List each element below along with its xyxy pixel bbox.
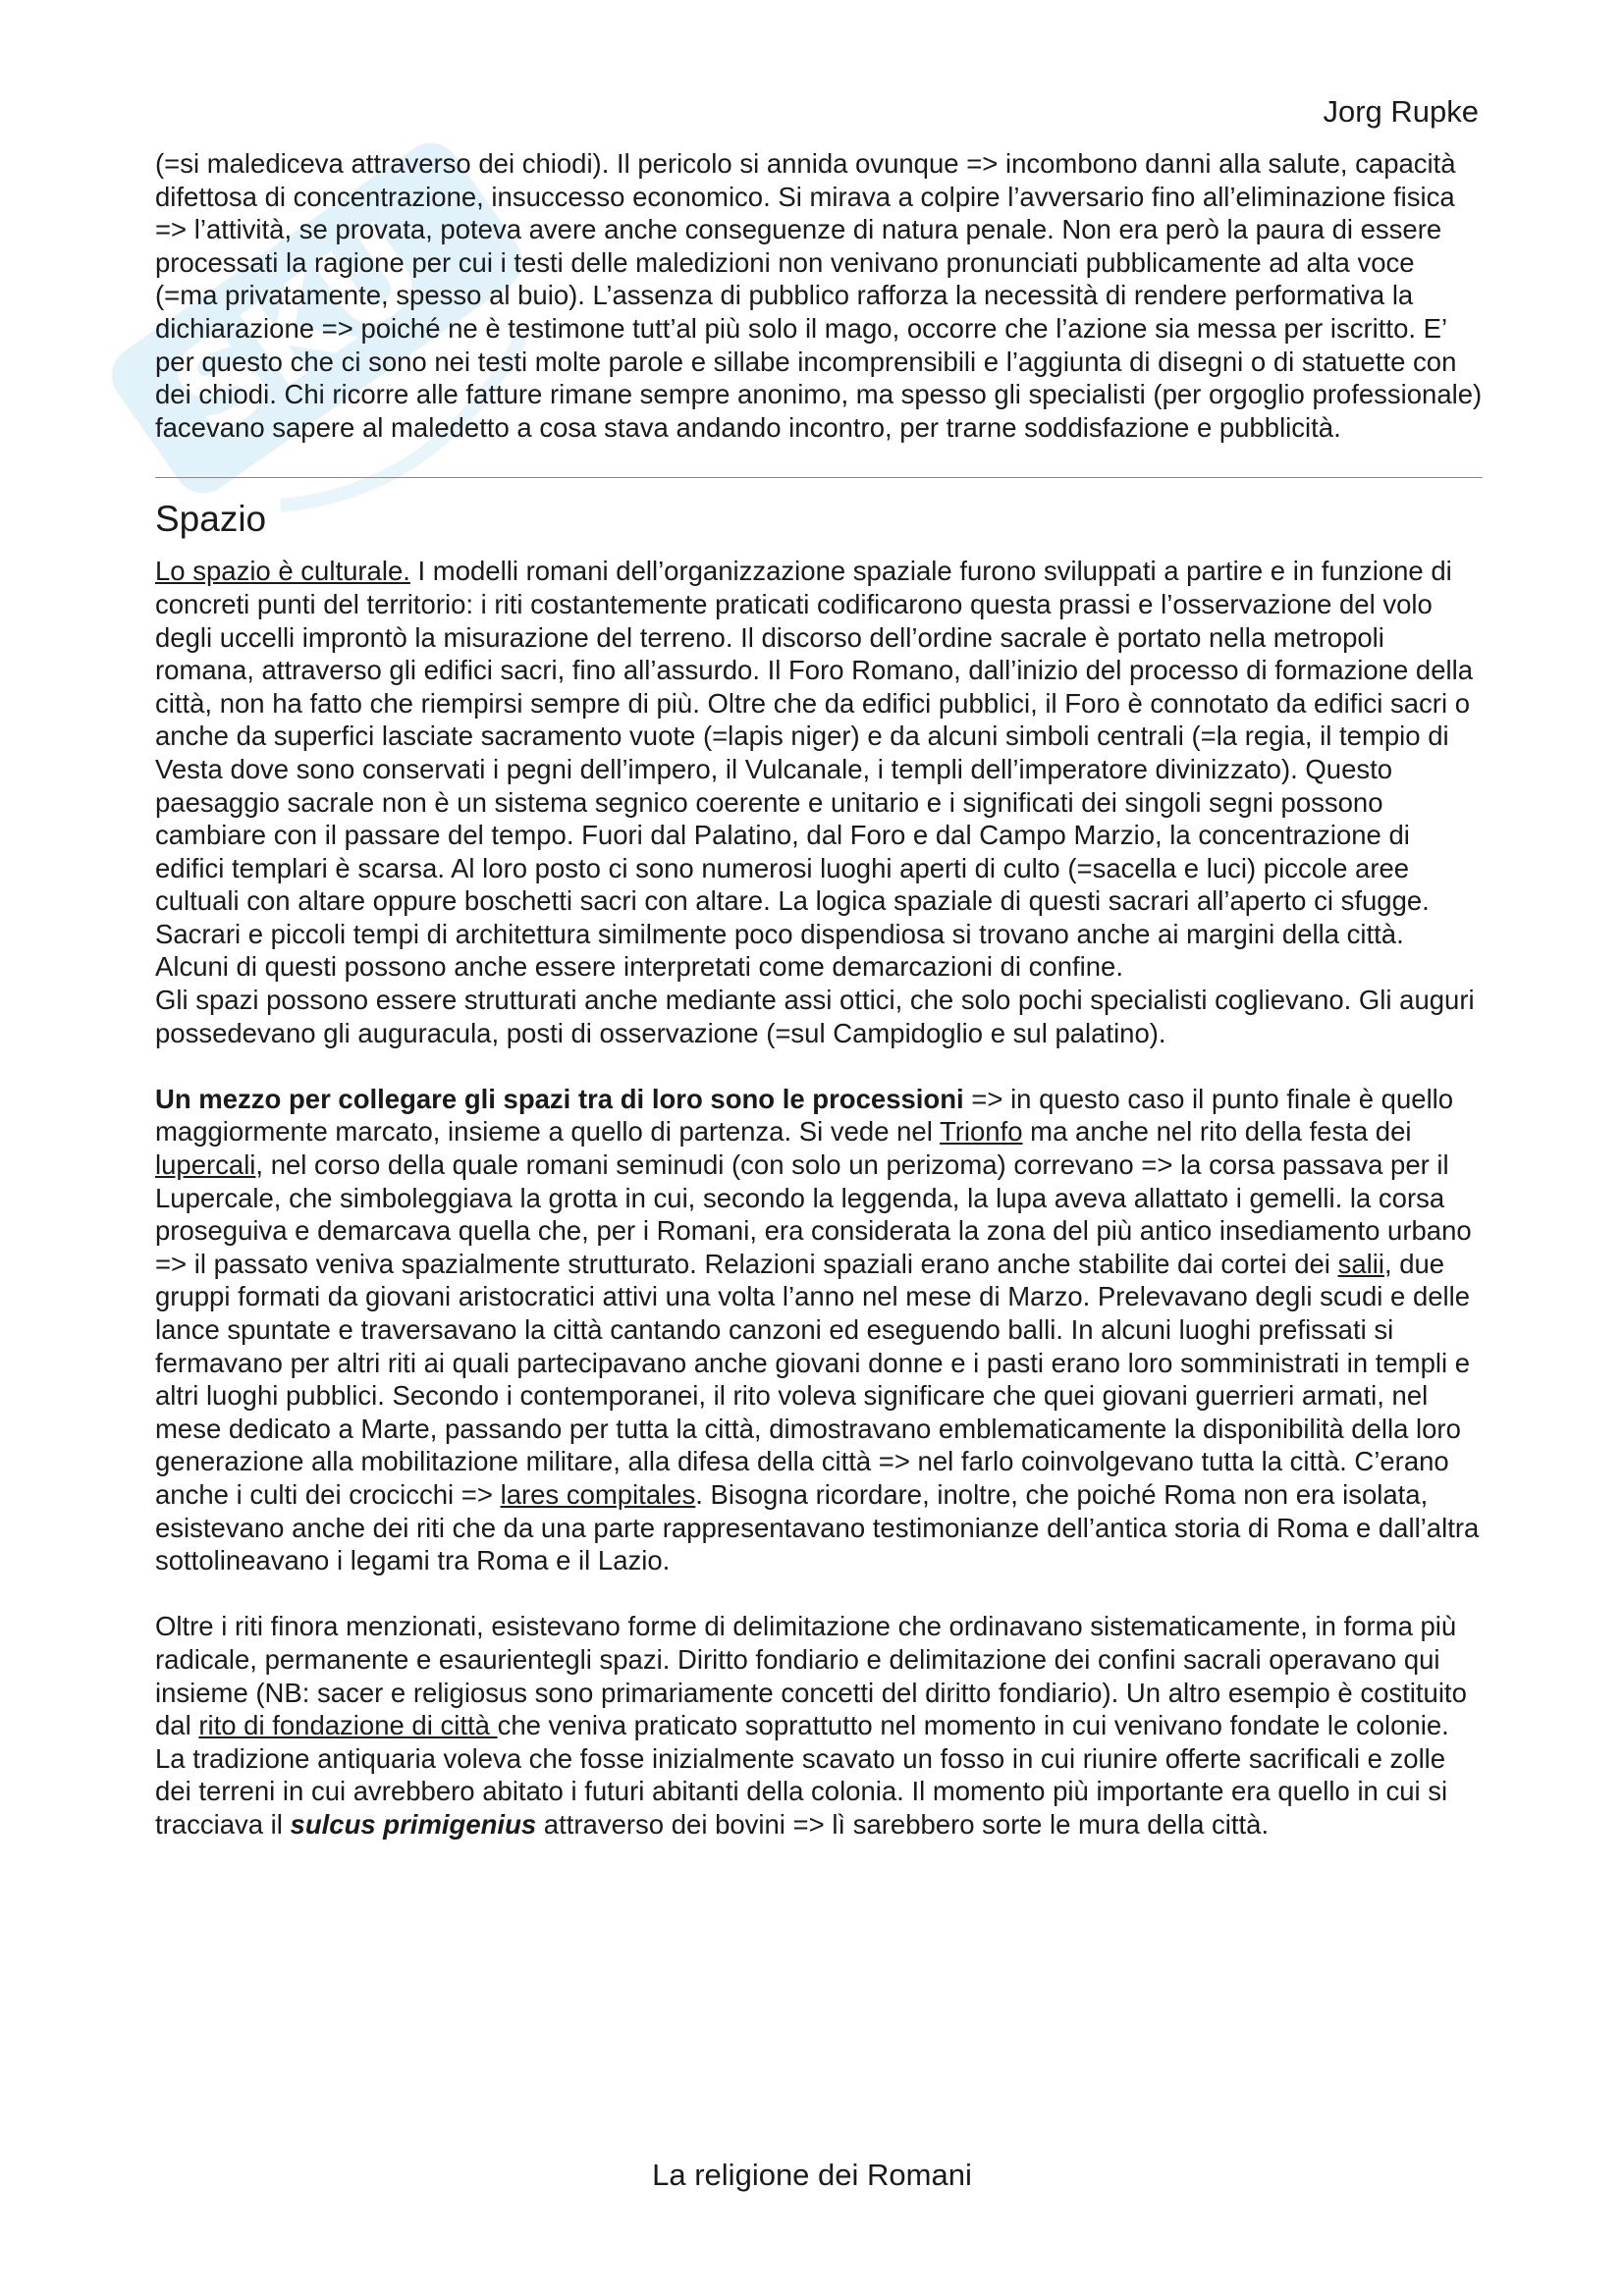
paragraph-processioni: Un mezzo per collegare gli spazi tra di loro sono le processioni => in questo caso il punto finale è quello maggiormente marcato, insieme a quello di partenza. Si vede nel Trionfo ma anche nel rito della festa dei lupercali, nel corso della quale romani seminudi (con solo un perizoma) correvano => la corsa passava per il Lupercale, che simboleggiava la grotta in cui, secondo la leggenda, la lupa aveva allattato i gemelli. la corsa proseguiva e demarcava quella che, per i Romani, era considerata la zona del più antico insediamento urbano => il passato veniva spazialmente strutturato. Relazioni spaziali erano anche stabilite dai cortei dei salii, due gruppi formati da giovani aristocratici attivi una volta l’anno nel mese di Marzo. Prelevavano degli scudi e delle lance spuntate e traversavano la città cantando canzoni ed eseguendo balli. In alcuni luoghi prefissati si fermavano per altri riti ai quali partecipavano anche giovani donne e i pasti erano loro somministrati in templi e altri luoghi pubblici. Secondo i contemporanei, il rito voleva significare che quei giovani guerrieri armati, nel mese dedicato a Marte, passando per tutta la città, dimostravano emblematicamente la disponibilità della loro generazione alla mobilitazione militare, alla difesa della città => nel farlo coinvolgevano tutta la città. C’erano anche i culti dei crocicchi => lares compitales. Bisogna ricordare, inoltre, che poiché Roma non era isolata, esistevano anche dei riti che da una parte rappresentavano testimonianze dell’antica storia di Roma e dall’altra sottolineavano i legami tra Roma e il Lazio. [155, 1083, 1480, 1576]
paragraph-assi-ottici: Gli spazi possono essere strutturati anche mediante assi ottici, che solo pochi specialisti coglievano. Gli auguri possedevano gli auguracula, posti di osservazione (=sul Campidoglio e sul palatino). [155, 985, 1475, 1048]
paragraph-text: I modelli romani dell’organizzazione spaziale furono sviluppati a partire e in funzione di concreti punti del territorio: i riti costantemente praticati codificarono questa prassi e l’osservazione del volo degli uccelli improntò la misurazione del terreno. Il discorso dell’ordine sacrale è portato nella metropoli romana, attraverso gli edifici sacri, fino all’assurdo. Il Foro Romano, dall’inizio del processo di formazione della città, non ha fatto che riempirsi sempre di più. Oltre che da edifici pubblici, il Foro è connotato da edifici sacri o anche da superfici lasciate sacramento vuote (=lapis niger) e da alcuni simboli centrali (=la regia, il tempio di Vesta dove sono conservati i pegni dell’impero, il Vulcanale, i templi dell’imperatore divinizzato). Questo paesaggio sacrale non è un sistema segnico coerente e unitario e i significati dei singoli segni possono cambiare con il passare del tempo. Fuori dal Palatino, dal Foro e dal Campo Marzio, la concentrazione di edifici templari è scarsa. Al loro posto ci sono numerosi luoghi aperti di culto (=sacella e luci) piccole aree cultuali con altare oppure boschetti sacri con altare. La logica spaziale di questi sacrari all’aperto ci sfugge. Sacrari e piccoli tempi di architettura similmente poco dispendiosa si trovano anche ai margini della città. Alcuni di questi possono anche essere interpretati come demarcazioni di confine. [155, 556, 1474, 983]
link-salii[interactable]: salii [1337, 1248, 1384, 1279]
lead-phrase: Lo spazio è culturale. [155, 556, 410, 587]
paragraph-spazio-culturale [155, 555, 1483, 984]
document-body [155, 147, 1483, 1842]
link-lupercali[interactable]: lupercali [155, 1149, 256, 1181]
link-trionfo[interactable]: Trionfo [939, 1116, 1023, 1148]
intro-paragraph: (=si malediceva attraverso dei chiodi). Il pericolo si annida ovunque => incombono danni alla salute, capacità difettosa di concentrazione, insuccesso economico. Si mirava a colpire l’avversario fino all’eliminazione fisica => l’attività, se provata, poteva avere anche conseguenze di natura penale. Non era però la paura di essere processati la ragione per cui i testi delle maledizioni non venivano pronunciati pubblicamente ad alta voce (=ma privatamente, spesso al buio). L’assenza di pubblico rafforza la necessità di rendere performativa la dichiarazione => poiché ne è testimone tutt’al più solo il mago, occorre che l’azione sia messa per iscritto. E’ per questo che ci sono nei testi molte parole e sillabe incomprensibili e l’aggiunta di disegni o di statuette con dei chiodi. Chi ricorre alle fatture rimane sempre anonimo, ma spesso gli specialisti (per orgoglio professionale) facevano sapere al maledetto a cosa stava andando incontro, per trarne soddisfazione e pubblicità. [155, 148, 1483, 443]
section-divider [155, 477, 1483, 478]
page-footer-title: La religione dei Romani [652, 2158, 972, 2192]
link-lares-compitales[interactable]: lares compitales [500, 1478, 696, 1510]
bold-lead-phrase: Un mezzo per collegare gli spazi tra di loro sono le processioni [155, 1083, 964, 1114]
svg-text:SKU: SKU [148, 196, 449, 464]
page-header-author: Jorg Rupke [1323, 94, 1479, 129]
link-rito-fondazione[interactable]: rito di fondazione di città [198, 1710, 498, 1741]
paragraph-delimitazione: Oltre i riti finora menzionati, esistevano forme di delimitazione che ordinavano sistematicamente, in forma più radicale, permanente e esaurientegli spazi. Diritto fondiario e delimitazione dei confini sacrali operavano qui insieme (NB: sacer e religiosus sono primariamente concetti del diritto fondiario). Un altro esempio è costituito dal rito di fondazione di città che veniva praticato soprattutto nel momento in cui venivano fondate le colonie. La tradizione antiquaria voleva che fosse inizialmente scavato un fosso in cui riunire offerte sacrificali e zolle dei terreni in cui avrebbero abitato i futuri abitanti della colonia. Il momento più importante era quello in cui si tracciava il sulcus primigenius attraverso dei bovini => lì sarebbero sorte le mura della città. [155, 1611, 1467, 1840]
section-heading: Spazio [155, 499, 267, 540]
emphasized-term: sulcus primigenius [290, 1808, 537, 1840]
